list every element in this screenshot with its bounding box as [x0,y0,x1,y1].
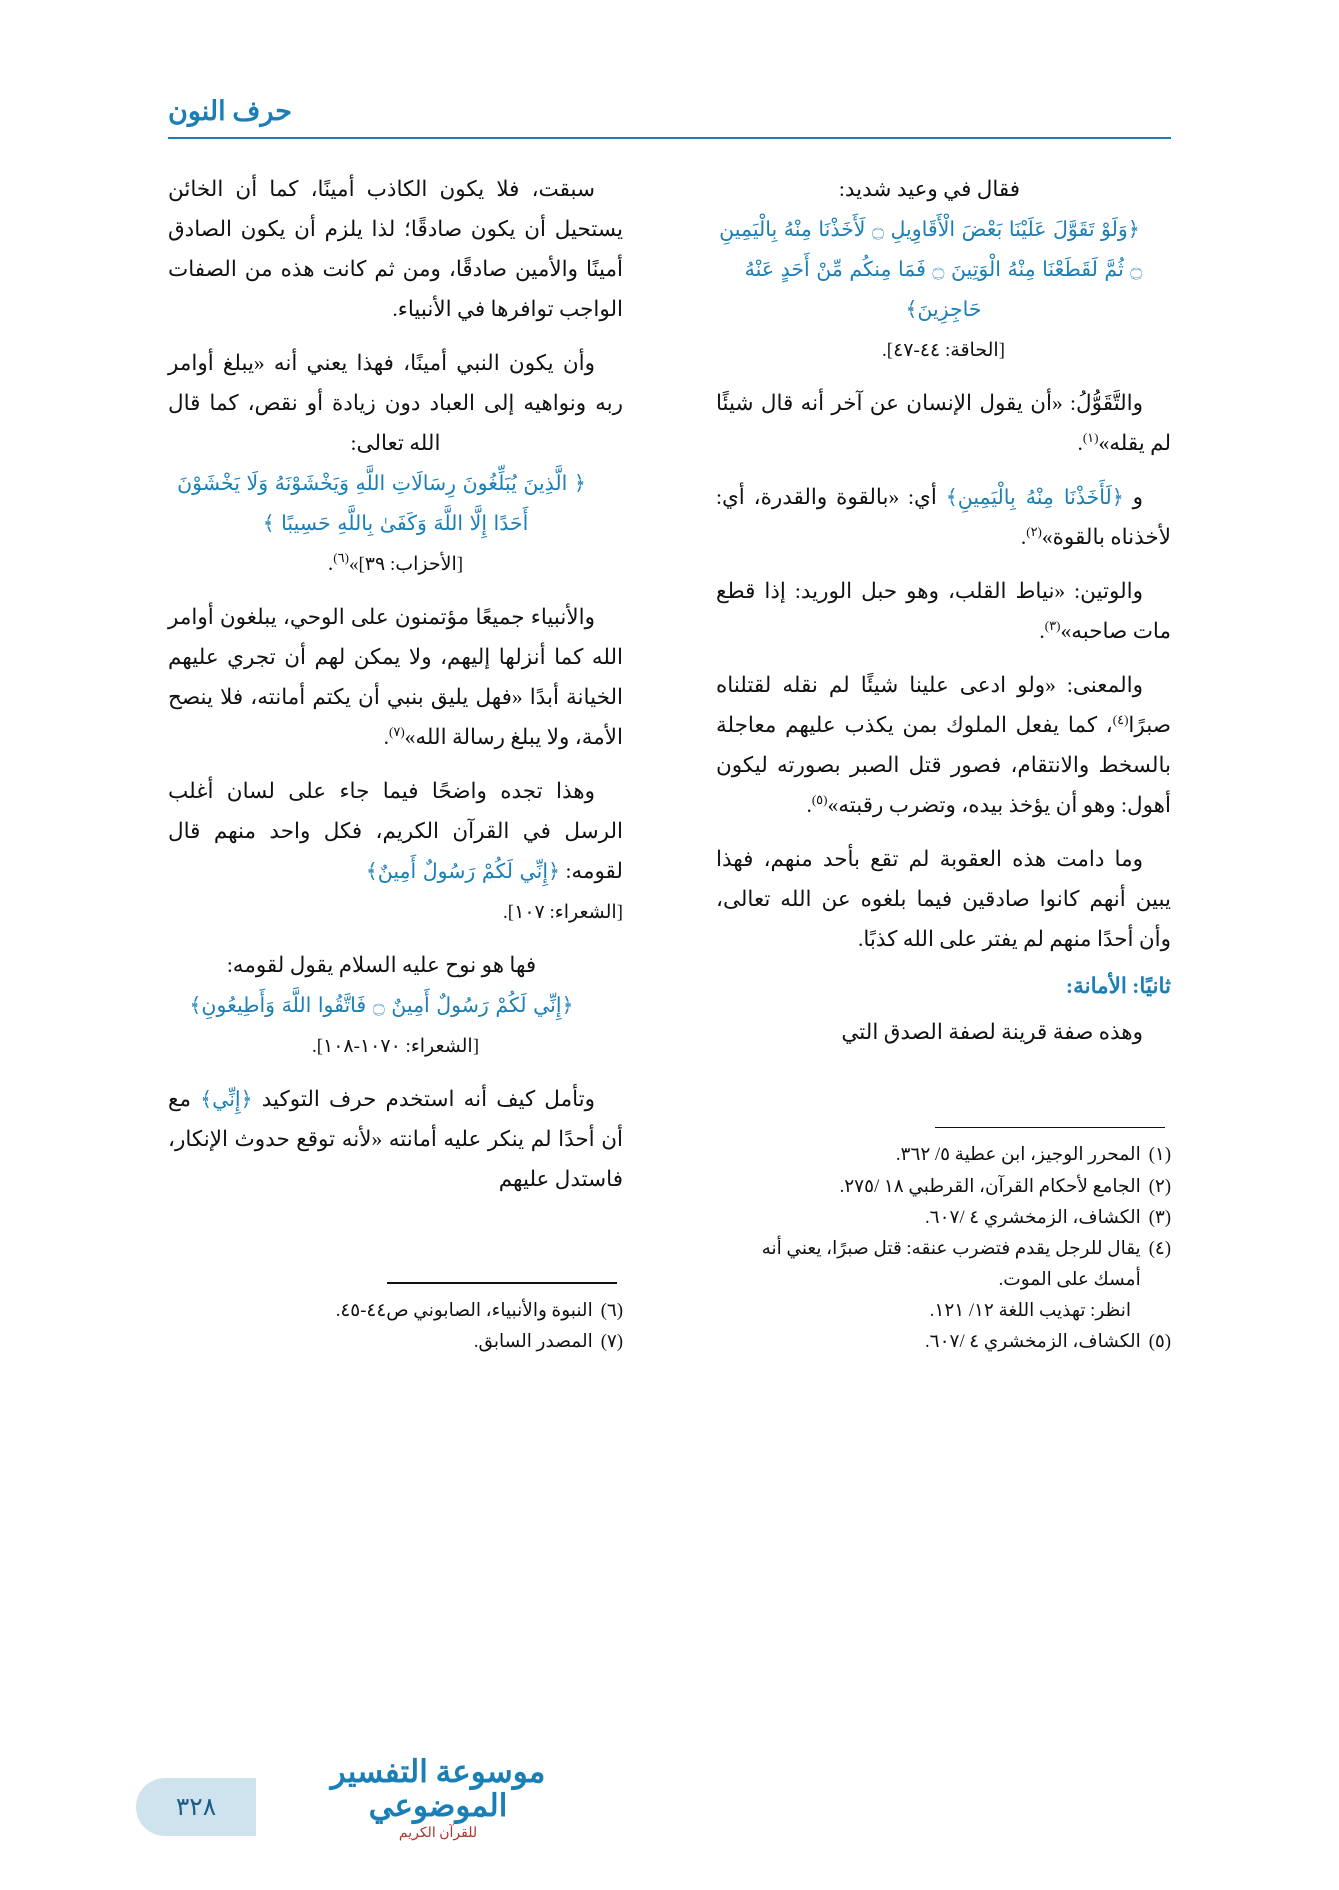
footnote-number: (١) [1148,1145,1171,1166]
footnote-continuation: انظر: تهذيب اللغة ١٢/ ١٢١. [929,1300,1131,1321]
paragraph-tail: ، كما يفعل الملوك بمن يكذب عليهم معاجلة بالسخط والانتقام، فصور قتل الصبر بصورته ليكون أهول: وهو أن يؤخذ بيده، وتضرب رقبته» [716,712,1171,817]
footnote-ref: (٧) [388,723,405,739]
paragraph-wateen [716,572,1171,652]
quran-quote: ﴿إِنِّي لَكُمْ رَسُولٌ أَمِينٌ﴾ [365,858,561,883]
quran-quote: ﴿لَأَخَذْنَا مِنْهُ بِالْيَمِينِ﴾ [945,484,1124,509]
page-footer [168,1752,1171,1842]
quran-quote: ﴿إِنِّي﴾ [200,1086,253,1111]
paragraph-text: والتَّقَوُّلُ: «أن يقول الإنسان عن آخر أنه قال شيئًا لم يقله» [716,390,1171,455]
paragraph-text: وتأمل كيف أنه استخدم حرف التوكيد [261,1086,596,1111]
footnote-text: النبوة والأنبياء، الصابوني ص٤٤-٤٥. [335,1300,593,1321]
paragraph-ameen [168,344,623,584]
footnote-ref: (٤) [1112,711,1129,727]
footnote-ref: (٣) [1044,617,1061,633]
footnote-text: يقال للرجل يقدم فتضرب عنقه: قتل صبرًا، يعني أنه أمسك على الموت. [761,1238,1141,1290]
paragraph-text: فها هو نوح عليه السلام يقول لقومه: [226,952,537,977]
footnote-divider [935,1127,1165,1129]
header-divider [168,137,1171,139]
logo-main-text: موسوعة التفسير الموضوعي [330,1753,546,1823]
logo-sub-text: للقرآن الكريم [398,1826,478,1841]
paragraph-prophets-trust [168,598,623,758]
paragraph-messengers [168,772,623,932]
paragraph-text: وهذا تجده واضحًا فيما جاء على لسان أغلب الرسل في القرآن الكريم، فكل واحد منهم قال لقومه: [168,778,623,883]
footnote-ref: (٢) [1026,523,1042,539]
footnote-item [716,1203,1171,1234]
left-column [168,170,623,1490]
footnote-text: المحرر الوجيز، ابن عطية ٥/ ٣٦٢. [895,1145,1141,1166]
paragraph-tawkeed [168,1080,623,1200]
quran-quote: ﴿وَلَوْ تَقَوَّلَ عَلَيْنَا بَعْضَ الْأَقَاوِيلِ ۝ لَأَخَذْنَا مِنْهُ بِالْيَمِينِ ۝ ثُمَّ لَقَطَعْنَا مِنْهُ الْوَتِينَ ۝ فَمَا مِنكُم مِّنْ أَحَدٍ عَنْهُ حَاجِزِينَ﴾ [719,216,1143,321]
verse-source: [الشعراء: ١٠٧٠-١٠٨]. [311,1035,480,1057]
footnote-text: الجامع لأحكام القرآن، القرطبي ١٨ /٢٧٥. [839,1176,1141,1197]
paragraph-tail: مع أن أحدًا لم ينكر عليه أمانته «لأنه توقع حدوث الإنكار، فاستدل عليهم [168,1086,623,1191]
footnote-item [168,1296,623,1327]
footnote-ref: (١) [1082,429,1099,445]
right-column [716,170,1171,1490]
footnote-ref: (٥) [811,791,828,807]
paragraph-text: والمعنى: «ولو ادعى علينا شيئًا لم نقله لقتلناه صبرًا [716,672,1171,737]
footnote-text: الكشاف، الزمخشري ٤ /٦٠٧. [925,1331,1141,1352]
footnote-text: المصدر السابق. [473,1331,593,1352]
verse-source: [الحاقة: ٤٤-٤٧]. [882,339,1005,361]
publisher-logo [288,1755,588,1842]
footnote-number: (٤) [1148,1238,1171,1259]
paragraph-conclusion: وما دامت هذه العقوبة لم تقع بأحد منهم، فهذا يبين أنهم كانوا صادقين فيما بلغوه عن الله تعالى، وأن أحدًا منهم لم يفتر على الله كذبًا. [716,846,1171,951]
paragraph-sabaqat: سبقت، فلا يكون الكاذب أمينًا، كما أن الخائن يستحيل أن يكون صادقًا؛ لذا يلزم أن يكون الصادق أمينًا والأمين صادقًا، ومن ثم كانت هذه من الصفات الواجب توافرها في الأنبياء. [168,177,623,321]
paragraph-taqawwul [716,384,1171,464]
footnote-item [716,1234,1171,1296]
paragraph-lead-text: فقال في وعيد شديد: [838,177,1021,201]
paragraph-tail: . [1077,430,1083,455]
footnote-number: (٢) [1148,1176,1171,1197]
page-number-badge: ٣٢٨ [136,1778,256,1836]
paragraph-tail-2: . [806,792,812,817]
paragraph-tail: . [383,724,389,749]
paragraph-tail: . [1020,524,1027,549]
paragraph-nuh [168,946,623,1066]
paragraph-yameen [716,478,1171,558]
verse-source: [الشعراء: ١٠٧]. [503,901,623,923]
paragraph-verse-intro [716,170,1171,370]
quran-quote: ﴿إِنِّي لَكُمْ رَسُولٌ أَمِينٌ ۝ فَاتَّقُوا اللَّهَ وَأَطِيعُونِ﴾ [189,992,574,1017]
paragraph-text: والأنبياء جميعًا مؤتمنون على الوحي، يبلغون أوامر الله كما أنزلها إليهم، ولا يمكن لهم أن تجري عليهم الخيانة أبدًا «فهل يليق بنبي أن يكتم أمانته، فلا ينصح الأمة، ولا يبلغ رسالة الله» [168,604,623,749]
body-columns [168,170,1171,1490]
header-title: حرف النون [168,96,292,126]
paragraph-tail: . [327,550,334,575]
paragraph-text: أي: «بالقوة والقدرة، أي: لأخذناه بالقوة» [716,484,1171,549]
footnote-item [168,1327,623,1358]
paragraph-tail: . [1039,618,1045,643]
footnote-item [716,1327,1171,1358]
left-column-footnotes [168,1282,623,1358]
section-subheading: ثانيًا: الأمانة: [1065,973,1171,998]
paragraph-text: وأن يكون النبي أمينًا، فهذا يعني أنه «يبلغ أوامر ربه ونواهيه إلى العباد دون زيادة أو نقص، كما قال الله تعالى: [168,350,623,455]
paragraph-meaning [716,666,1171,826]
footnote-number: (٥) [1148,1331,1171,1352]
footnote-number: (٧) [600,1331,623,1352]
quran-quote: ﴿ الَّذِينَ يُبَلِّغُونَ رِسَالَاتِ اللَّهِ وَيَخْشَوْنَهُ وَلَا يَخْشَوْنَ أَحَدًا إِلَّا اللَّهَ وَكَفَىٰ بِاللَّهِ حَسِيبًا ﴾ [177,470,586,535]
paragraph-prefix: و [1132,484,1144,509]
right-column-footnotes [716,1127,1171,1358]
footnote-divider [387,1282,617,1284]
footnote-item [716,1172,1171,1203]
page-header [168,96,1171,139]
verse-source: [الأحزاب: ٣٩]» [348,553,464,575]
paragraph-text: والوتين: «نياط القلب، وهو حبل الوريد: إذا قطع مات صاحبه» [716,578,1171,643]
footnote-number: (٦) [600,1300,623,1321]
footnote-ref: (٦) [333,549,349,565]
footnote-number: (٣) [1148,1207,1171,1228]
footnote-item [716,1140,1171,1171]
footnote-text: الكشاف، الزمخشري ٤ /٦٠٧. [925,1207,1141,1228]
paragraph-amanah-intro: وهذه صفة قرينة لصفة الصدق التي [841,1019,1143,1044]
